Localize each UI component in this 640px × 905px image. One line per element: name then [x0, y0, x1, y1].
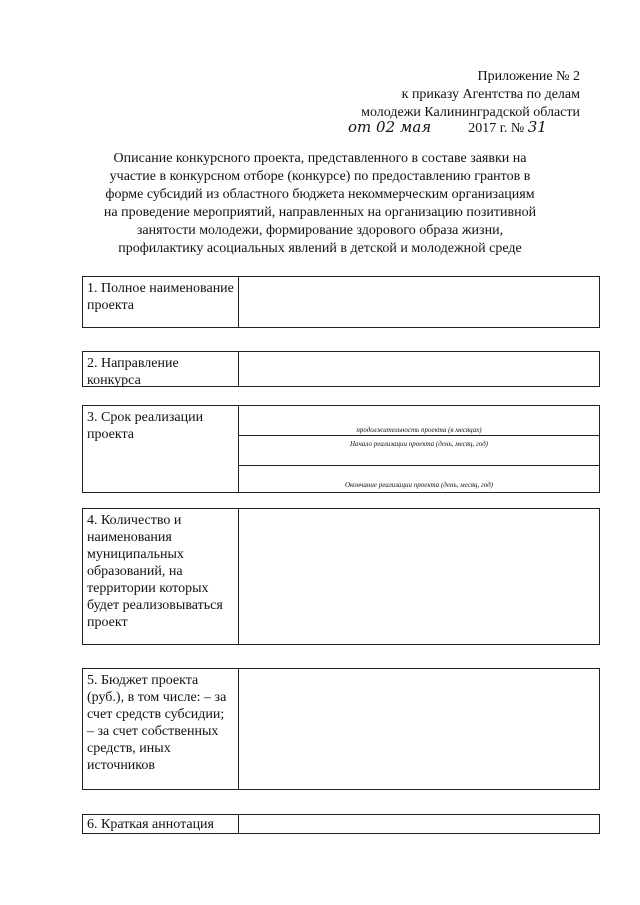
title-line: Описание конкурсного проекта, представленного в составе заявки на [113, 151, 527, 166]
term-fields [239, 406, 599, 492]
section-label: 1. Полное наименование проекта [83, 277, 239, 327]
order-date-line [348, 118, 588, 137]
end-date-field[interactable] [239, 466, 599, 492]
section-label: 2. Направление конкурса [83, 352, 239, 386]
title-line: занятости молодежи, формирование здорового образа жизни, [136, 223, 504, 238]
start-date-caption: Начало реализации проекта (день, месяц, год) [350, 440, 488, 448]
handwritten-number: 31 [527, 118, 547, 136]
annotation-field[interactable] [239, 815, 599, 833]
section-label: 4. Количество и наименования муниципальных образований, на территории которых будет реализовываться проект [83, 509, 239, 644]
duration-caption: продолжительность проекта (в месяцах) [356, 426, 482, 434]
section-municipalities [82, 508, 600, 645]
section-direction [82, 351, 600, 387]
project-name-field[interactable] [239, 277, 599, 327]
section-term [82, 405, 600, 493]
section-label: 6. Краткая аннотация [83, 815, 239, 833]
section-label: 5. Бюджет проекта (руб.), в том числе: – за счет средств субсидии; – за счет собственных средств, иных источников [83, 669, 239, 789]
direction-field[interactable] [239, 352, 599, 386]
appendix-line-3: молодежи Калининградской области [361, 105, 580, 120]
order-year: 2017 г. № [468, 121, 525, 136]
title-line: на проведение мероприятий, направленных на организацию позитивной [103, 205, 537, 220]
appendix-line-2: к приказу Агентства по делам [401, 87, 580, 102]
title-line: профилактику асоциальных явлений в детской и молодежной среде [118, 241, 522, 256]
handwritten-date: от 02 мая [348, 118, 432, 136]
municipalities-field[interactable] [239, 509, 599, 644]
end-date-caption: Окончание реализации проекта (день, месяц, год) [344, 481, 493, 489]
duration-field[interactable] [239, 406, 599, 436]
title-line: участие в конкурсном отборе (конкурсе) по предоставлению грантов в [109, 169, 531, 184]
section-label: 3. Срок реализации проекта [83, 406, 239, 492]
title-line: форме субсидий из областного бюджета некоммерческим организациям [105, 187, 535, 202]
budget-field[interactable] [239, 669, 599, 789]
appendix-line-1: Приложение № 2 [477, 69, 580, 84]
section-project-name [82, 276, 600, 328]
appendix-header [361, 68, 580, 122]
document-title [100, 150, 540, 258]
section-annotation [82, 814, 600, 834]
start-date-field[interactable] [239, 436, 599, 466]
section-budget [82, 668, 600, 790]
